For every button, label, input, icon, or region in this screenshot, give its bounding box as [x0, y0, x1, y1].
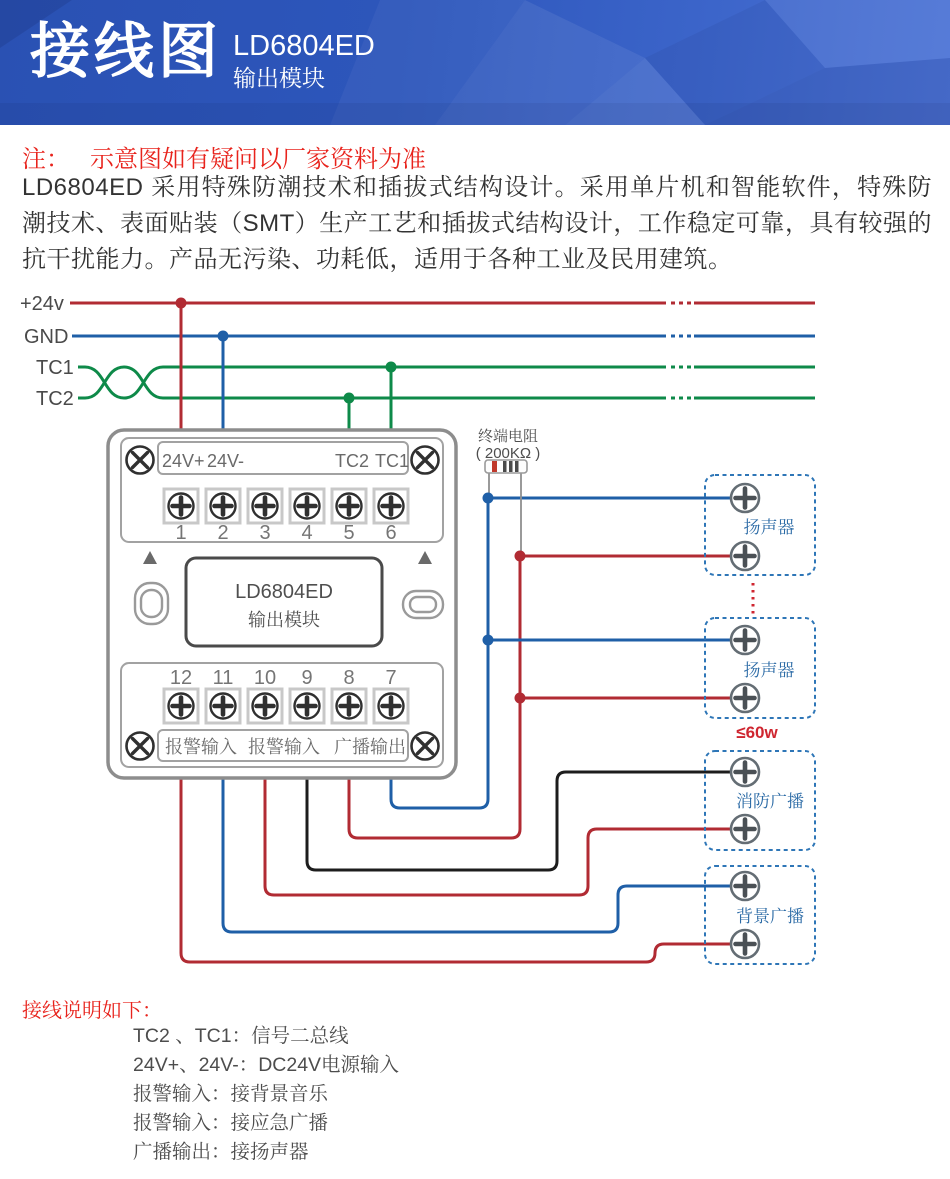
- terminal-number: 11: [212, 667, 234, 689]
- terminal-screw-9-icon: [290, 689, 324, 723]
- page-title: 接线图: [30, 18, 222, 85]
- terminal-number: 4: [301, 522, 313, 544]
- junction-dot: [344, 393, 355, 404]
- facet: [0, 103, 950, 125]
- junction-dot: [176, 298, 187, 309]
- terminal-number: 10: [253, 667, 277, 689]
- header-subtitle: [233, 30, 375, 93]
- display-module-text: 输出模块: [248, 610, 320, 630]
- bus-label-24v: +24v: [20, 293, 64, 315]
- terminal-number: 6: [385, 522, 397, 544]
- terminal-screw-8-icon: [332, 689, 366, 723]
- terminal-screw-5-icon: [332, 489, 366, 523]
- terminal-screw-2-icon: [206, 489, 240, 523]
- resistor-name-label: 终端电阻: [477, 428, 539, 445]
- device-terminal-icon: [731, 542, 759, 570]
- bus-label-tc2: TC2: [36, 388, 74, 410]
- terminal-screw-12-icon: [164, 689, 198, 723]
- device-background-broadcast: [705, 866, 815, 964]
- terminal-number: 3: [259, 522, 271, 544]
- junction-dot: [515, 693, 526, 704]
- device-label: 扬声器: [743, 661, 795, 680]
- terminal-number: 9: [301, 667, 313, 689]
- device-terminal-icon: [731, 626, 759, 654]
- legend-item: 报警输入：接应急广播: [133, 1112, 329, 1134]
- terminal-number: 2: [217, 522, 229, 544]
- note-text: 示意图如有疑问以厂家资料为准: [90, 146, 426, 173]
- terminal-screw-10-icon: [248, 689, 282, 723]
- terminal-screw-7-icon: [374, 689, 408, 723]
- bus-label-gnd: GND: [24, 326, 69, 348]
- junction-dot: [218, 331, 229, 342]
- warning-note: [22, 139, 426, 174]
- device-terminal-icon: [731, 484, 759, 512]
- device-label: 消防广播: [736, 792, 804, 811]
- corner-screw-icon: [127, 733, 154, 760]
- legend-item: 24V+、24V-：DC24V电源输入: [133, 1054, 400, 1076]
- device-label: 扬声器: [743, 518, 795, 537]
- device-speaker-2: [705, 618, 815, 718]
- display-model-text: LD6804ED: [235, 581, 333, 603]
- terminal-screw-3-icon: [248, 489, 282, 523]
- corner-screw-icon: [412, 447, 439, 474]
- device-fire-broadcast: [705, 751, 815, 850]
- device-label: 背景广播: [736, 907, 804, 926]
- strip-label-24v-plus: 24V+: [162, 451, 205, 471]
- bus-label-tc1: TC1: [36, 357, 74, 379]
- resistor-value-label: ( 200KΩ ): [475, 445, 541, 462]
- legend-item: 广播输出：接扬声器: [133, 1141, 309, 1163]
- device-terminal-icon: [731, 872, 759, 900]
- corner-screw-icon: [127, 447, 154, 474]
- strip-label-tc1: TC1: [374, 451, 410, 471]
- power-limit-label: ≤60w: [736, 723, 778, 742]
- corner-screw-icon: [412, 733, 439, 760]
- strip-label-tc2: TC2: [334, 451, 370, 471]
- bus-tc1-line: [78, 367, 815, 398]
- module-type-name: 输出模块: [233, 65, 325, 91]
- legend-items: [133, 1022, 399, 1167]
- junction-dot: [386, 362, 397, 373]
- legend-item: TC2 、TC1：信号二总线: [133, 1025, 349, 1047]
- wire-terminal11-bg-broadcast: [223, 778, 731, 932]
- legend-item: 报警输入：接背景音乐: [133, 1083, 329, 1105]
- bus-tc2-line: [78, 367, 815, 398]
- terminal-screw-1-icon: [164, 489, 198, 523]
- header-banner: [0, 0, 950, 125]
- strip-label-alarm-in-1: 报警输入: [165, 737, 237, 757]
- terminal-number: 12: [169, 667, 193, 689]
- device-terminal-icon: [731, 930, 759, 958]
- terminal-number: 8: [343, 667, 355, 689]
- device-speaker-1: [705, 475, 815, 575]
- strip-label-alarm-in-2: 报警输入: [248, 737, 320, 757]
- terminal-number: 1: [175, 522, 187, 544]
- legend-title: 接线说明如下：: [22, 1000, 162, 1022]
- product-description: LD6804ED 采用特殊防潮技术和插拔式结构设计。采用单片机和智能软件，特殊防潮技术、表面贴装（SMT）生产工艺和插拔式结构设计，工作稳定可靠，具有较强的抗干扰能力。产品无污染、功耗低，适用于各种工业及民用建筑。: [22, 174, 932, 273]
- wiring-diagram: [0, 285, 950, 985]
- terminal-screw-6-icon: [374, 489, 408, 523]
- junction-dot: [483, 635, 494, 646]
- junction-dot: [483, 493, 494, 504]
- junction-dot: [515, 551, 526, 562]
- device-terminal-icon: [731, 815, 759, 843]
- terminal-screw-11-icon: [206, 689, 240, 723]
- note-prefix: 注：: [22, 146, 70, 173]
- device-terminal-icon: [731, 684, 759, 712]
- strip-label-broadcast-out: 广播输出: [334, 737, 406, 757]
- terminal-number: 5: [343, 522, 355, 544]
- terminal-screw-4-icon: [290, 489, 324, 523]
- model-name: LD6804ED: [233, 30, 375, 62]
- device-terminal-icon: [731, 758, 759, 786]
- strip-label-24v-minus: 24V-: [207, 451, 245, 471]
- terminal-number: 7: [385, 667, 397, 689]
